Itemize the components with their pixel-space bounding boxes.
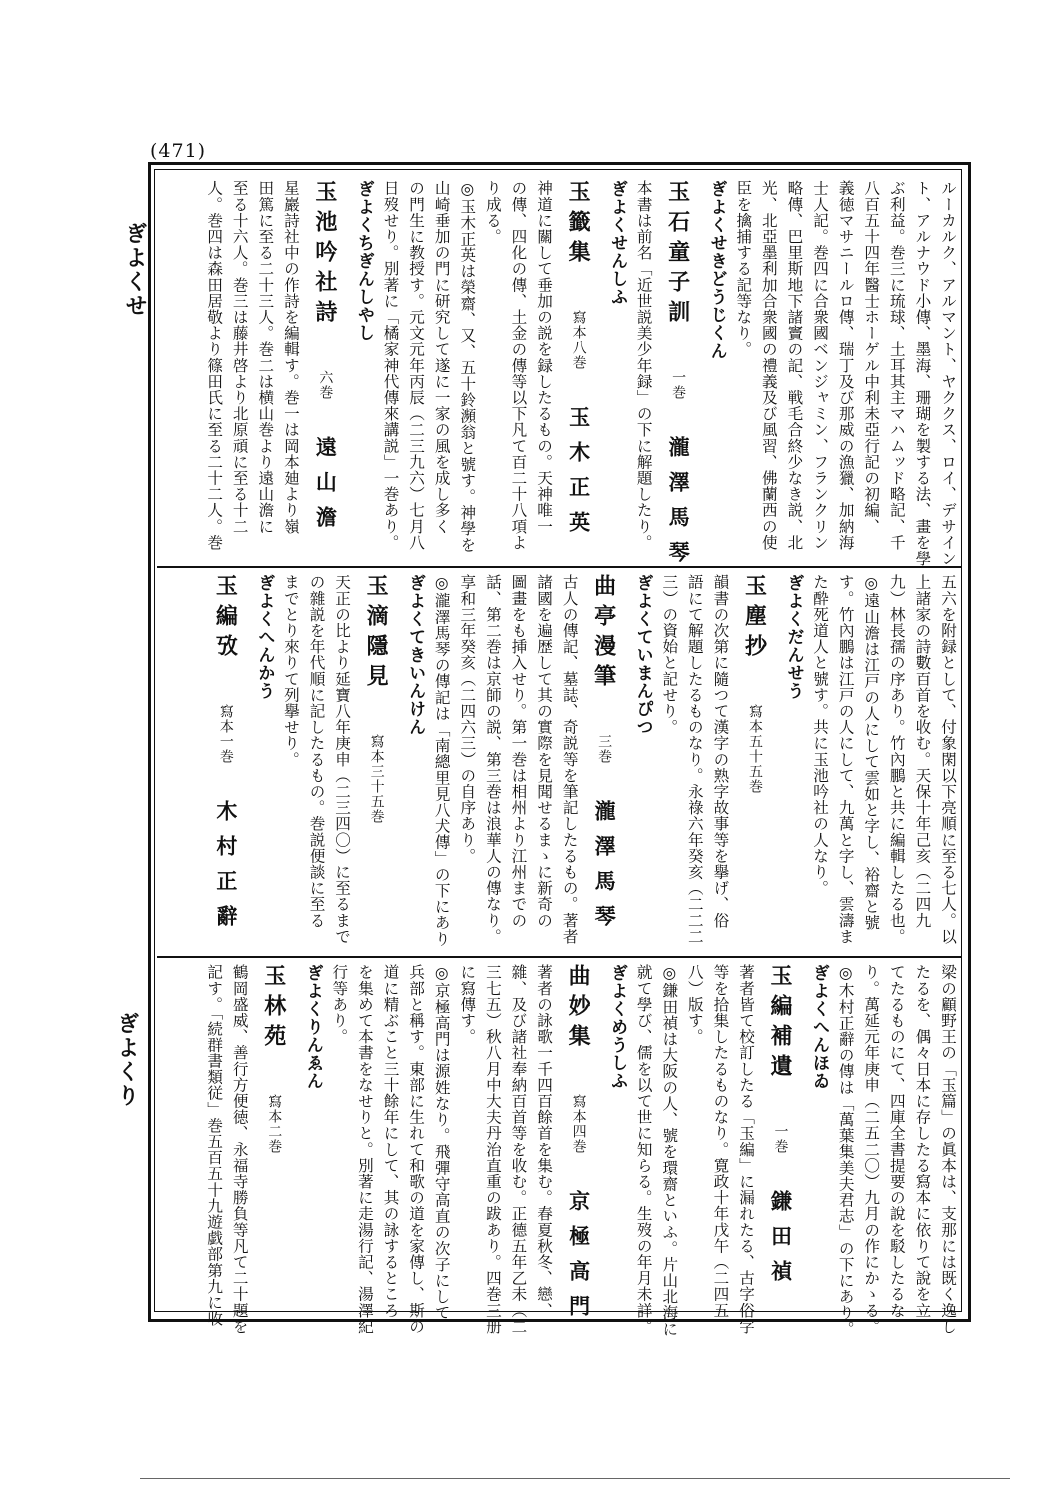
page-bottom-rule xyxy=(140,1478,1010,1479)
entry-reading: ぎよくせんしふ xyxy=(607,180,628,306)
entry-reading: ぎよくていまんぴつ xyxy=(632,574,653,736)
entry-author: 鎌田禎 xyxy=(768,1190,794,1295)
entry-text-line: ◎鎌田禎は大阪の人、號を環齋といふ。片山北海に xyxy=(660,964,679,1337)
entry-text-line: の門生に教授す。元文元年丙辰（二三九六）七月八 xyxy=(407,180,426,551)
entry-title: 玉塵抄 xyxy=(741,574,768,664)
entry-text-line: 圖畫をも挿入せり。第一巻は相州より江州までの xyxy=(509,574,528,929)
dictionary-entry xyxy=(625,964,830,1337)
entry-volumes: 寫本八巻 xyxy=(570,310,587,370)
entry-reading: ぎよくへんほゐ xyxy=(809,964,830,1090)
entry-title-line xyxy=(739,574,770,794)
entry-text-line: ◎京極高門は源姓なり。飛彈守高直の次子にして xyxy=(432,964,451,1321)
entry-title: 玉編補遺 xyxy=(767,964,794,1084)
entry-text-line: 山崎垂加の門に研究して遂に一家の風を成し多く xyxy=(432,180,451,535)
entry-title: 玉滴隱見 xyxy=(363,574,390,694)
entry-text-line: 星巖詩社中の作詩を編輯す。巻一は岡本廸より嶺 xyxy=(281,180,300,535)
entry-text-line: 語にて解題したるものなり。永祿六年癸亥（二二二 xyxy=(685,574,704,945)
entry-text-line: 本書は前名「近世説美少年録」の下に解題したり。 xyxy=(634,180,653,551)
entry-title-line xyxy=(259,964,290,1154)
continuation-text xyxy=(725,180,955,566)
entry-text-line: 就て學び、儒を以て世に知らる。生歿の年月未詳。 xyxy=(634,964,653,1335)
text-line: 士人記。巻四に合衆國ベンジャミン、フランクリン xyxy=(811,180,830,551)
entry-text-line: 諸國を遍歴して其の實際を見聞せるまゝに新奇の xyxy=(535,574,554,929)
entry-title-line xyxy=(361,574,392,824)
entry-volumes: 六巻 xyxy=(317,370,334,400)
dictionary-entry xyxy=(423,574,651,947)
entry-title-line xyxy=(663,180,694,576)
entry-text-line: までとり來りて列擧せり。 xyxy=(281,574,300,768)
top-band xyxy=(160,180,957,576)
dictionary-entry xyxy=(196,180,372,550)
entry-text-line: 八）版す。 xyxy=(685,964,704,1045)
entry-title-line xyxy=(765,964,796,1295)
band-divider xyxy=(157,956,962,958)
text-line: 八百五十四年醫士ホーゲル中利未亞行記の初編、 xyxy=(862,180,881,535)
entry-volumes: 寫本三十五巻 xyxy=(368,734,385,824)
dictionary-entry xyxy=(196,964,321,1334)
text-line: ト、アルナウド小傳、墨海、珊瑚を製する法、畫を學 xyxy=(913,180,932,567)
entry-text-line: 雜、及び諸社奉納百首等を收む。正德五年乙未（二 xyxy=(509,964,528,1335)
entry-title-line xyxy=(563,964,594,1330)
entry-text-line: の雜説を年代順に記したるもの。巻説便談に至る xyxy=(307,574,326,929)
entry-title-line xyxy=(589,574,620,940)
entry-volumes: 一巻 xyxy=(772,1124,789,1154)
entry-author: 玉木正英 xyxy=(566,406,592,546)
entry-title: 玉池吟社詩 xyxy=(311,180,338,330)
entry-text-line: 三）の資始と記せり。 xyxy=(660,574,679,735)
entry-text-line: 著者皆て校訂したる「玉編」に漏れたる、古字俗字 xyxy=(737,964,756,1335)
entry-title-line xyxy=(210,574,241,940)
entry-text-line: 古人の傳記、墓誌、奇説等を筆記したるもの。著者 xyxy=(560,574,579,945)
entry-text-line: り成る。 xyxy=(483,180,502,245)
entry-author: 木村正辭 xyxy=(213,800,239,940)
text-line: ルーカルク、アルマント、ヤククス、ロイ、デサイン xyxy=(939,180,957,567)
entry-title: 曲妙集 xyxy=(565,964,592,1054)
entry-title-line xyxy=(310,180,341,541)
entry-reading: ぎよくへんかう xyxy=(254,574,275,700)
entry-text-line: 三七五）秋八月中大夫丹治直重の跋あり。四巻三册 xyxy=(483,964,502,1335)
entry-volumes: 一巻 xyxy=(670,370,687,400)
entry-author: 瀧澤馬琴 xyxy=(592,800,618,940)
text-line: す。竹內鵬は江戸の人にして、九萬と字し、雲濤ま xyxy=(836,574,855,945)
entry-volumes: 寫本五十五巻 xyxy=(746,704,763,794)
dictionary-entry xyxy=(625,180,725,576)
text-line: たるを、偶々日本に存したる寫本に依りて說を立 xyxy=(913,964,932,1319)
entry-reading: ぎよくりんゑん xyxy=(302,964,323,1090)
entry-title-line xyxy=(563,180,594,546)
text-line: ◎木村正辭の傳は「萬葉集美夫君志」の下にあり。 xyxy=(836,964,855,1337)
entry-text-line: 鶴岡盛威、善行方便徳、永福寺勝負等凡て二十題を xyxy=(230,964,249,1335)
entry-author: 遠山澹 xyxy=(313,436,339,541)
entry-text-line: を集めて本書をなせりと。別著に走湯行記、湯澤紀 xyxy=(355,964,374,1335)
entry-text-line: 日歿せり。別著に「橘家神代傳來講説」一巻あり。 xyxy=(381,180,400,551)
entry-title: 玉籤集 xyxy=(565,180,592,270)
text-line: 九）林長孺の序あり。竹內鵬と共に編輯したる也。 xyxy=(887,574,906,945)
entry-title: 玉編攷 xyxy=(212,574,239,664)
entry-title: 玉石童子訓 xyxy=(664,180,691,330)
entry-text-line: 天正の比より延寶八年庚申（二三四〇）に至るまで xyxy=(333,574,352,945)
text-line: ぶ利益。巻三に琉球、土耳其主マハムッド略記、千 xyxy=(887,180,906,551)
entry-title: 玉林苑 xyxy=(260,964,287,1054)
dictionary-entry xyxy=(321,964,628,1335)
text-line: 略傳、巴里斯地下諸竇の記、戦毛合終少なき説、北 xyxy=(785,180,804,551)
running-head-top: ぎよくせ xyxy=(122,222,148,318)
entry-reading: ぎよくだんせう xyxy=(783,574,804,700)
entry-text-line: 道に精ぶこと三十餘年にして、其の詠するところ xyxy=(381,964,400,1319)
entry-reading: ぎよくてきいんけん xyxy=(405,574,426,736)
running-head-bottom: ぎよくり xyxy=(114,1012,140,1108)
entry-text-line: 兵部と稱す。東部に生れて和歌の道を家傳し、斯の xyxy=(407,964,426,1335)
entry-reading: ぎよくせきどうじくん xyxy=(706,180,727,360)
continuation-text xyxy=(801,574,955,944)
entry-text-line: 著者の詠歌一千四百餘首を集む。春夏秋冬、戀、 xyxy=(535,964,554,1319)
entry-text-line: 等を拾集したるものなり。寛政十年戊午（二四五 xyxy=(711,964,730,1319)
entry-volumes: 寫本二巻 xyxy=(266,1094,283,1154)
entry-volumes: 寫本四巻 xyxy=(570,1094,587,1154)
entry-author: 京極高門 xyxy=(566,1190,592,1330)
dictionary-entry xyxy=(372,180,628,553)
text-line: 五六を附録として、付象閑以下亮順に至る七人。以 xyxy=(939,574,957,945)
entry-author: 瀧澤馬琴 xyxy=(666,436,692,576)
entry-text-line: 行等あり。 xyxy=(330,964,349,1045)
entry-text-line: 田篤に至る二十三人。巻二は横山巻より遠山澹に xyxy=(256,180,275,535)
entry-reading: ぎよくめうしふ xyxy=(607,964,628,1090)
text-line: 光、北亞墨利加合衆國の禮義及び風習、佛蘭西の使 xyxy=(759,180,778,551)
entry-text-line: ◎瀧澤馬琴の傳記は「南總里見八犬傳」の下にあり xyxy=(432,574,451,947)
text-line: 梁の顧野王の「玉篇」の眞本は、支那には既く逸し xyxy=(939,964,957,1335)
entry-volumes: 寫本一巻 xyxy=(217,704,234,764)
entry-volumes: 三巻 xyxy=(596,734,613,764)
entry-text-line: 神道に關して垂加の説を録したるもの。天神唯一 xyxy=(535,180,554,535)
entry-text-line: 韻書の次第に隨つて漢字の熟字故事等を擧げ、俗 xyxy=(711,574,730,929)
text-line: り。萬延元年庚申（二五二〇）九月の作にかゝる。 xyxy=(862,964,881,1335)
dictionary-entry xyxy=(651,574,802,944)
continuation-text xyxy=(827,964,955,1337)
text-line: 臣を擒捕する記等なり。 xyxy=(734,180,753,358)
text-line: 義徳マサニールロ傳、瑞丁及び那威の漁獵、加納海 xyxy=(836,180,855,551)
entry-text-line: ◎玉木正英は榮齋、又、五十鈴瀕翁と號す。神學を xyxy=(458,180,477,553)
text-line: 上諸家の詩數百首を收む。天保十年己亥（二四九 xyxy=(913,574,932,929)
entry-text-line: 至る十六人。巻三は藤井啓より北原頑に至る十二 xyxy=(230,180,249,535)
dictionary-entry xyxy=(272,574,426,945)
text-line: てたるものにて、四庫全書提要の說を駁したるな xyxy=(887,964,906,1319)
entry-text-line: に寫傳す。 xyxy=(458,964,477,1045)
text-line: ◎遠山澹は江戸の人にして雲如と字し、裕齋と號 xyxy=(862,574,881,931)
entry-text-line: 人。巻四は森田居敬より篠田氏に至る二十二人。巻 xyxy=(205,180,224,551)
entry-reading: ぎよくちぎんしやし xyxy=(353,180,374,342)
entry-text-line: の傳、四化の傳、土金の傳等以下凡て百二十八項よ xyxy=(509,180,528,551)
middle-band xyxy=(160,574,955,950)
dictionary-entry xyxy=(198,574,275,940)
page-number: (471) xyxy=(150,140,207,162)
entry-text-line: 享和三年癸亥（二四六三）の自序あり。 xyxy=(458,574,477,864)
text-line: た酔死道人と號す。共に玉池吟社の人なり。 xyxy=(811,574,830,896)
entry-title: 曲亭漫筆 xyxy=(590,574,617,694)
entry-text-line: 話、第二巻は京師の説、第三巻は浪華人の傳なり。 xyxy=(483,574,502,945)
entry-text-line: 記す。「続群書類従」巻五百五十九遊戯部第九に收 xyxy=(205,964,224,1327)
bottom-band xyxy=(160,964,957,1337)
